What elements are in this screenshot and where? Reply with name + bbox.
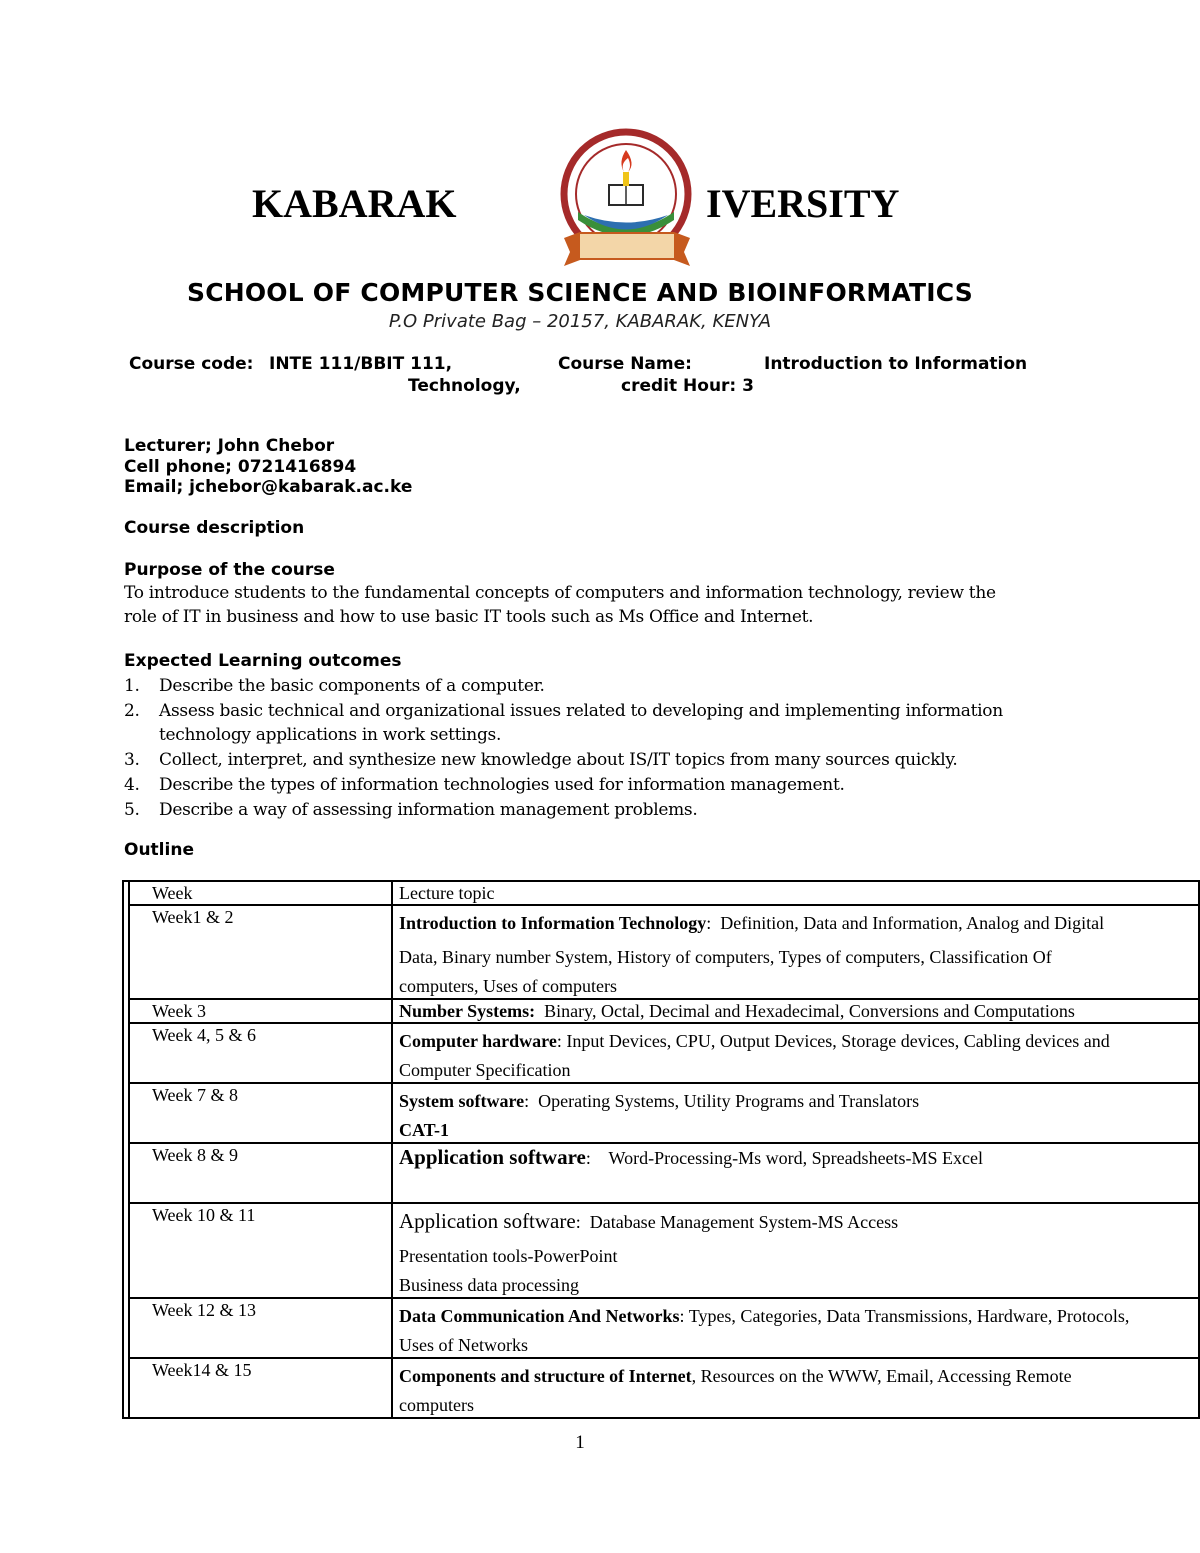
topic-detail: Definition, Data and Information, Analog and Digital [720,913,1105,933]
topic-sep: : [524,1091,539,1111]
week-cell: Week1 & 2 [129,905,392,999]
page-number: 1 [575,1432,585,1453]
course-name-value: Introduction to Information [764,354,1028,374]
topic-sep: : [575,1212,590,1232]
topic-cell [392,1023,1199,1083]
header-topic: Lecture topic [392,881,1199,905]
university-logo [556,120,712,276]
lecturer-phone: Cell phone; 0721416894 [124,457,357,477]
outcomes-heading: Expected Learning outcomes [124,651,402,671]
table-row [123,1203,1199,1298]
table-row [123,999,1199,1023]
topic-detail-cont: Data, Binary number System, History of computers, Types of computers, Classification Of [399,947,1052,967]
outcome-number: 1. [124,676,140,696]
school-title: SCHOOL OF COMPUTER SCIENCE AND BIOINFORMATICS [186,278,973,307]
topic-cell [392,1083,1199,1143]
outcome-item [124,798,1003,823]
table-header-row [123,881,1199,905]
university-name-right: IVERSITY [706,181,900,226]
topic-cell [392,1143,1199,1203]
topic-sep: : [585,1148,609,1168]
outcome-item [124,674,1003,699]
table-row [123,1023,1199,1083]
credit-hours: credit Hour: 3 [621,376,754,396]
cat-label: CAT-1 [399,1120,450,1140]
course-description-heading: Course description [124,518,305,538]
topic-cell [392,1358,1199,1418]
university-name-left: KABARAK [252,181,457,226]
outcome-text: Collect, interpret, and synthesize new knowledge about IS/IT topics from many sources quickly. [159,750,958,771]
outcome-item [124,699,1003,748]
topic-detail: Resources on the WWW, Email, Accessing Remote [700,1366,1072,1386]
topic-detail-cont: Uses of Networks [399,1335,528,1355]
header-week: Week [129,881,392,905]
purpose-text-line1: To introduce students to the fundamental concepts of computers and information technology, review the [124,583,996,603]
topic-cell [392,905,1199,999]
topic-sep: : [556,1031,567,1051]
week-cell: Week 3 [129,999,392,1023]
outcome-text: Describe the basic components of a computer. [159,676,545,696]
lecturer-email: Email; jchebor@kabarak.ac.ke [124,477,413,497]
topic-detail-cont: Computer Specification [399,1060,571,1080]
course-code-value: INTE 111/BBIT 111, [269,354,453,374]
outline-heading: Outline [124,840,194,860]
course-name-label: Course Name: [558,354,692,374]
topic-detail: Operating Systems, Utility Programs and Translators [538,1091,920,1111]
week-cell: Week 7 & 8 [129,1083,392,1143]
week-cell: Week 12 & 13 [129,1298,392,1358]
topic-title: Introduction to Information Technology [399,913,707,933]
topic-detail: Types, Categories, Data Transmissions, Hardware, Protocols, [688,1306,1130,1326]
topic-title: System software [399,1091,525,1111]
topic-detail: Word-Processing-Ms word, Spreadsheets-MS Excel [608,1148,984,1168]
purpose-text-line2: role of IT in business and how to use basic IT tools such as Ms Office and Internet. [124,607,814,627]
outcome-text: Describe the types of information technologies used for information management. [159,774,845,795]
topic-sep: : [679,1306,689,1326]
topic-detail: Binary, Octal, Decimal and Hexadecimal, Conversions and Computations [544,1001,1075,1021]
outcome-number: 5. [124,799,140,820]
table-row [123,905,1199,999]
outcome-item [124,773,1003,798]
topic-title: Computer hardware [399,1031,557,1051]
topic-detail-cont: computers [399,1395,474,1415]
topic-detail: Input Devices, CPU, Output Devices, Storage devices, Cabling devices and [566,1031,1110,1051]
outcomes-list [124,674,1003,822]
table-row [123,1298,1199,1358]
course-code-label: Course code: [129,354,254,374]
outcome-text-cont: technology applications in work settings. [159,725,502,746]
week-cell: Week14 & 15 [129,1358,392,1418]
topic-title: Data Communication And Networks [399,1306,680,1326]
topic-cell [392,999,1199,1023]
week-cell: Week 10 & 11 [129,1203,392,1298]
topic-detail: Database Management System-MS Access [589,1212,899,1232]
topic-detail-cont: Presentation tools-PowerPoint [399,1246,618,1266]
topic-sep [535,1001,544,1021]
table-row [123,1143,1199,1203]
purpose-heading: Purpose of the course [124,560,335,580]
outcome-text: Describe a way of assessing information management problems. [159,799,698,820]
week-cell: Week 4, 5 & 6 [129,1023,392,1083]
topic-detail-cont: computers, Uses of computers [399,976,617,996]
table-row [123,1083,1199,1143]
week-cell: Week 8 & 9 [129,1143,392,1203]
topic-detail-cont: Business data processing [399,1275,579,1295]
outcome-number: 4. [124,774,140,795]
table-row [123,1358,1199,1418]
topic-cell [392,1203,1199,1298]
outcome-item [124,748,1003,773]
outcome-number: 2. [124,700,140,721]
outline-table [122,880,1200,1419]
topic-sep: : [706,913,721,933]
topic-title: Application software [399,1145,586,1169]
topic-sep: , [691,1366,701,1386]
topic-title: Application software [399,1209,576,1233]
school-address: P.O Private Bag – 20157, KABARAK, KENYA [388,311,772,332]
outcome-text: Assess basic technical and organizational issues related to developing and implementing information [159,700,1003,721]
outcome-number: 3. [124,750,140,771]
topic-title: Number Systems: [399,1001,536,1021]
lecturer-name: Lecturer; John Chebor [124,436,335,456]
course-name-value-cont: Technology, [408,376,521,396]
topic-title: Components and structure of Internet [399,1366,692,1386]
topic-cell [392,1298,1199,1358]
